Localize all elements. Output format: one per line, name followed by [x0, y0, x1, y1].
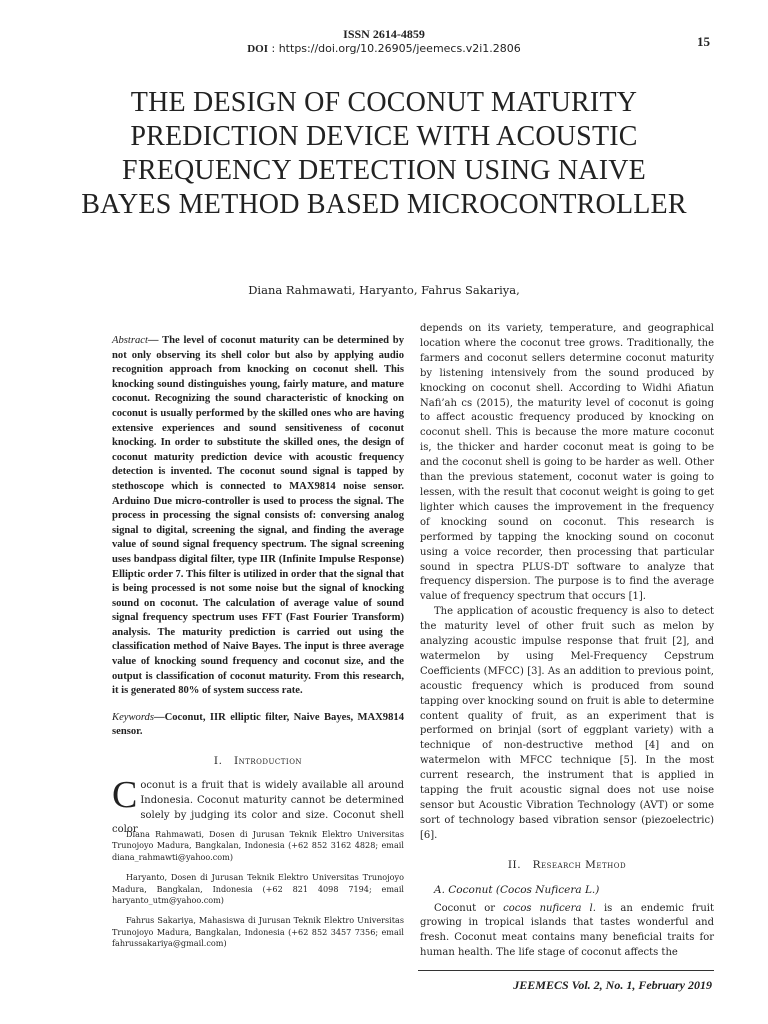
drop-cap: C — [112, 773, 138, 816]
author-footnotes — [112, 829, 404, 959]
section-number: I. — [213, 755, 223, 768]
para3-rest: is an endemic fruit growing in tropical islands that tastes wonderful and fresh. Coconut meat contains many beneficial traits for human health. The life stage of coconut affects the — [420, 902, 715, 959]
section-number: II. — [507, 858, 522, 871]
left-column — [112, 334, 404, 838]
section-heading-research-method — [420, 858, 714, 873]
para3-italic: cocos nuficera l. — [503, 902, 596, 914]
para3-start: Coconut or — [434, 902, 504, 914]
abstract — [112, 334, 404, 699]
doi-label: DOI — [247, 43, 269, 55]
abstract-text: — The level of coconut maturity can be determined by not only observing its shell color but also by applying audio recognition approach from knocking on coconut shell. This knocking sound distinguishes young, fairly mature, and mature coconut. Recognizing the sound characteristic of knocking on coconut is usually performed by the skilled ones who are having extensive experiences and sound sensitiveness of coconut knocking. In order to substitute the skilled ones, the design of coconut maturity prediction device with acoustic frequency detection is invented. The coconut sound signal is tapped by stethoscope which is connected to MAX9814 noise sensor. Arduino Due micro-controller is used to process the signal. The process in processing the signal consists of: conversing analog signal to digital, screening the signal, and finding the average value of sound signal frequency spectrum. The signal screening uses bandpass digital filter, type IIR (Infinite Impulse Response) Elliptic order 7. This filter is utilized in order that the signal that is being processed is not some noise but the signal of knocking sound on coconut. The calculation of average value of sound signal frequency spectrum uses FFT (Fast Fourier Transform) analysis. The maturity prediction is carried out using the classification method of Naive Bayes. The input is three average value of knocking sound frequency and coconut size, and the output is classification of coconut maturity. From this research, it is generated 80% of system success rate. — [112, 335, 404, 697]
body-paragraph-1: depends on its variety, temperature, and geographical location where the coconut tree grows. Traditionally, the farmers and coconut sellers determine coconut maturity by listening intensively from the sound produced by knocking on coconut shell. According to Widhi Afiatun Nafi’ah cs (2015), the maturity level of coconut is going to affect acoustic frequency produced by knocking on coconut shell. This is because the more mature coconut is, the thicker and harder coconut meat is going to be and the coconut shell is going to be harder as well. Other than the previous statement, coconut water is going to lessen, with the result that coconut weight is going to get lighter which causes the improvement in the frequency of knocking sound on coconut. This research is performed by tapping the knocking sound on coconut using a voice recorder, then processing that particular sound in spectra PLUS-DT software to analyze that frequency dispersion. The purpose is to find the average value of frequency spectrum that occurs [1]. — [420, 323, 714, 603]
footnote-author-1: Diana Rahmawati, Dosen di Jurusan Teknik Elektro Universitas Trunojoyo Madura, Bangkalan, Indonesia (+62 852 3162 4828; email diana_rahmawti@yahoo.com) — [112, 829, 404, 862]
paper-title: THE DESIGN OF COCONUT MATURITY PREDICTION DEVICE WITH ACOUSTIC FREQUENCY DETECTION USING NAIVE BAYES METHOD BASED MICROCONTROLLER — [81, 87, 687, 220]
page-number: 15 — [697, 34, 710, 49]
section-heading-introduction — [112, 754, 404, 769]
footnote-author-2: Haryanto, Dosen di Jurusan Teknik Elektro Universitas Trunojoyo Madura, Bangkalan, Indonesia (+62 821 4098 7194; email haryanto_utm@yahoo.com) — [112, 872, 404, 906]
author-list: Diana Rahmawati, Haryanto, Fahrus Sakariya, — [248, 283, 520, 297]
intro-text: oconut is a fruit that is widely available all around Indonesia. Coconut maturity cannot be determined solely by judging its color and size. Coconut shell color — [112, 779, 404, 836]
doi-link[interactable]: : https://doi.org/10.26905/jeemecs.v2i1.2806 — [268, 42, 521, 55]
right-column — [420, 322, 714, 961]
body-paragraph-2: The application of acoustic frequency is also to detect the maturity level of other fruit such as melon by analyzing acoustic impulse response that fruit [2], and watermelon by using Mel-Frequency Cepstrum Coefficients (MFCC) [3]. As an addition to previous point, acoustic frequency which is produced from sound tapping over knocking sound on fruit is able to determine content quality of fruit, as an experiment that is performed on brinjal (sort of eggplant variety) with a technique of non-destructive method [4] and on watermelon with MFCC technique [5]. In the most current research, the instrument that is applied in tapping the fruit acoustic signal does not use noise sensor but Acoustic Vibration Technology (AVT) or some sort of technology based vibration sensor (piezoelectric) [6]. — [420, 606, 714, 841]
section-title: Research Method — [532, 858, 627, 871]
doi-header[interactable] — [0, 42, 768, 55]
keywords — [112, 711, 404, 740]
abstract-label: Abstract — [112, 335, 148, 346]
keywords-text: —Coconut, IIR elliptic filter, Naive Bayes, MAX9814 sensor. — [112, 711, 404, 738]
body-paragraph-3 — [420, 902, 714, 962]
section-title: Introduction — [233, 755, 303, 768]
footnote-author-3: Fahrus Sakariya, Mahasiswa di Jurusan Teknik Elektro Universitas Trunojoyo Madura, Bangkalan, Indonesia (+62 852 3457 7356; email fahrussakariya@gmail.com) — [112, 915, 404, 949]
journal-footer: JEEMECS Vol. 2, No. 1, February 2019 — [513, 978, 712, 992]
issn-header: ISSN 2614-4859 — [343, 27, 425, 41]
keywords-label: Keywords — [112, 711, 154, 723]
footer-divider — [418, 970, 714, 971]
subsection-heading: A. Coconut (Cocos Nuficera L.) — [434, 883, 600, 896]
